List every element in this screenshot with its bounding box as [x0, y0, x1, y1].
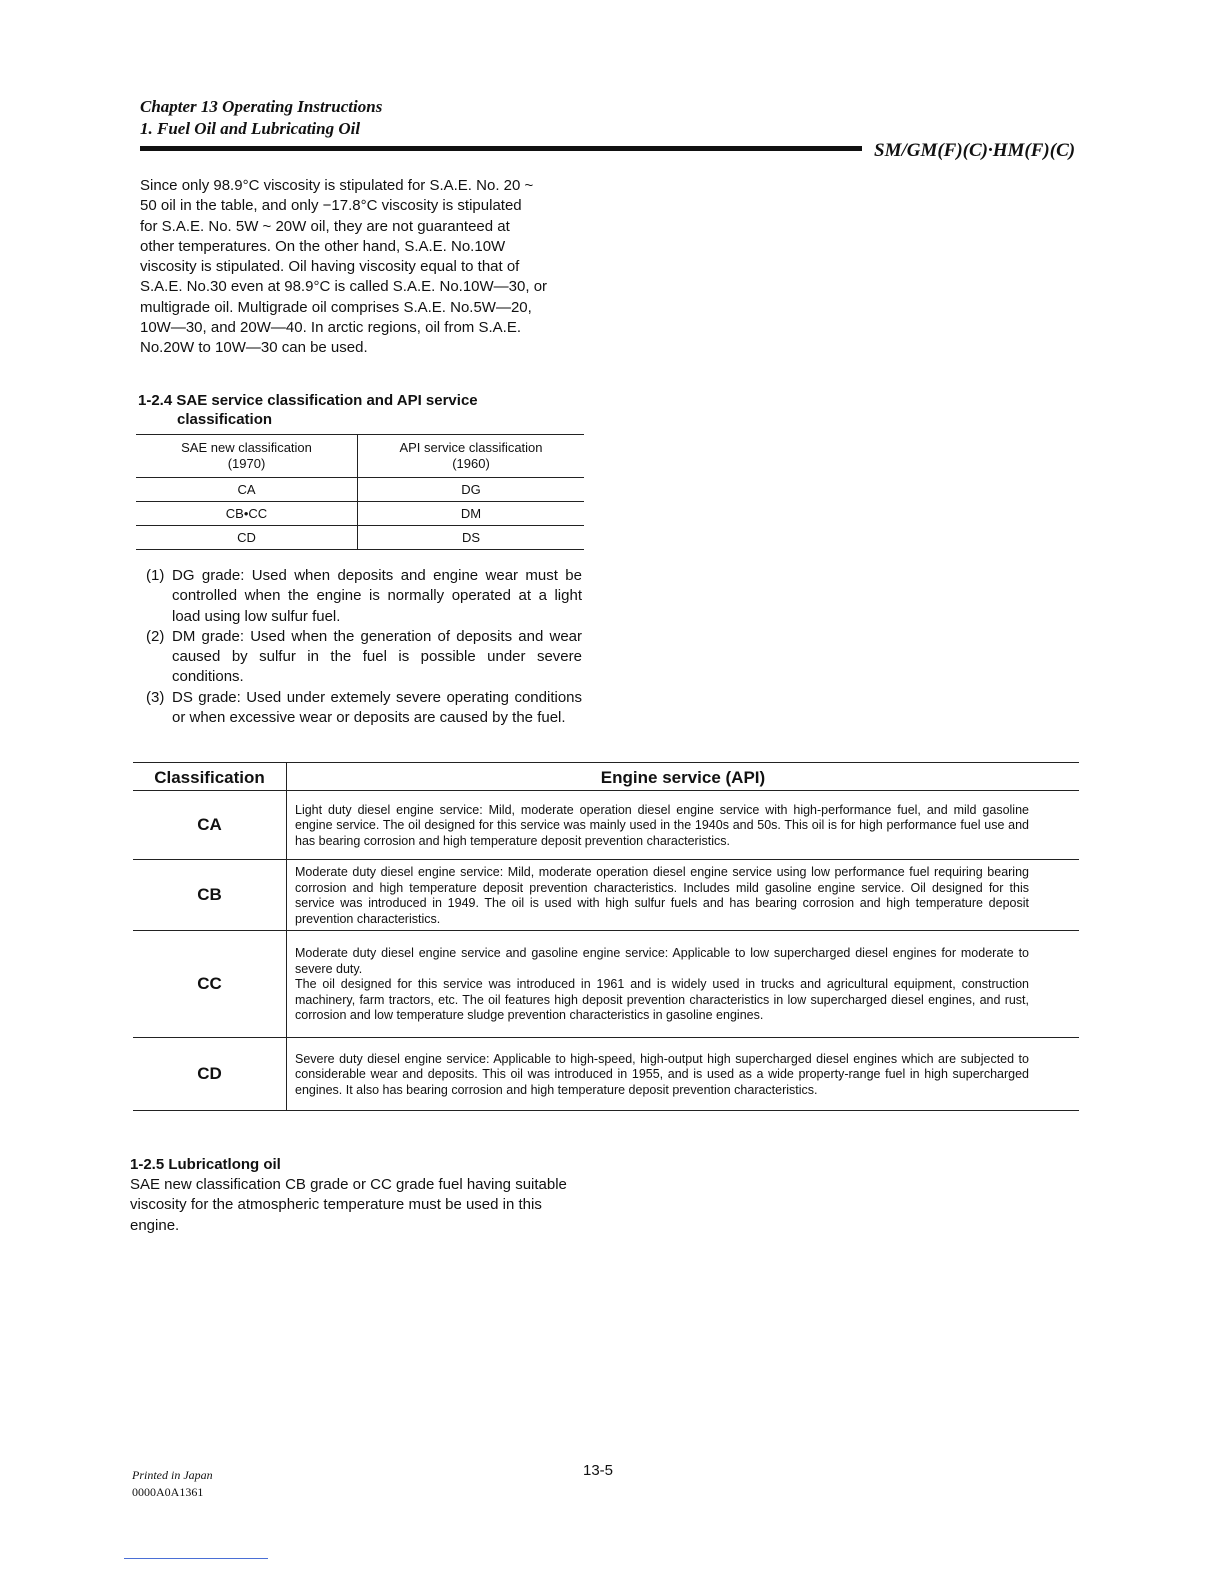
grade-list — [136, 566, 582, 728]
service-description — [287, 931, 1080, 1038]
api-cell: DM — [358, 502, 585, 526]
sae-cell: CD — [136, 526, 358, 550]
service-table-header — [133, 763, 1079, 791]
service-description — [287, 791, 1080, 860]
sae-api-table — [136, 434, 584, 550]
page-number: 13-5 — [583, 1462, 614, 1479]
table-row — [133, 931, 1079, 1038]
intro-line: 10W—30, and 20W—40. In arctic regions, oil from S.A.E. — [140, 319, 521, 337]
chapter-title: Chapter 13 Operating Instructions — [140, 97, 383, 116]
document-code: 0000A0A1361 — [132, 1485, 204, 1499]
classification-cell: CC — [133, 931, 287, 1038]
list-item-number: (3) — [146, 688, 165, 706]
intro-line: No.20W to 10W—30 can be used. — [140, 339, 368, 357]
api-header-year: (1960) — [452, 456, 490, 471]
list-item-number: (2) — [146, 627, 165, 645]
service-description — [287, 860, 1080, 931]
list-item-number: (1) — [146, 567, 165, 584]
intro-line: for S.A.E. No. 5W ~ 20W oil, they are not guaranteed at — [140, 217, 510, 235]
sae-cell: CB•CC — [136, 502, 358, 526]
sae-cell: CA — [136, 478, 358, 502]
section-heading-124: 1-2.4 SAE service classification and API service — [138, 392, 478, 409]
table-header-row — [136, 435, 584, 478]
section-heading-125: 1-2.5 Lubricatlong oil — [130, 1156, 281, 1173]
intro-line: 50 oil in the table, and only −17.8°C viscosity is stipulated — [140, 197, 522, 215]
classification-cell: CD — [133, 1038, 287, 1111]
service-description-text: Moderate duty diesel engine service: Mild, moderate operation diesel engine service using low performance fuel requiring bearing corrosion and high temperature deposit prevention characteristics. Includes mild gasoline engine service. Oil designed for this service was introduced in 1949. The oil is used with high sulfur fuels and has bearing corrosion and high temperature deposit prevention characteristics. — [295, 865, 1029, 926]
lubricating-oil-paragraph: SAE new classification CB grade or CC grade fuel having suitable viscosity for the atmospheric temperature must be used in this engine. — [130, 1176, 567, 1234]
engine-service-table — [133, 762, 1079, 1111]
sae-header-label: SAE new classification — [181, 440, 312, 455]
table-row — [133, 1038, 1079, 1111]
classification-cell: CA — [133, 791, 287, 860]
service-description-text: Light duty diesel engine service: Mild, moderate operation diesel engine service with high-performance fuel, and mild gasoline engine service. The oil designed for this service was mainly used in the 1940s and 50s. This oil is for high performance fuel use and has bearing corrosion and high temperature deposit prevention characteristics. — [295, 802, 1029, 848]
engine-service-header: Engine service (API) — [287, 763, 1080, 791]
service-description-text: The oil designed for this service was introduced in 1961 and is widely used in trucks and agricultural equipment, construction machinery, farm tractors, etc. The oil features high deposit prevention characteristics in low supercharged diesel engines, and rust, corrosion and low temperature sludge prevention characteristics in gasoline engines. — [295, 977, 1029, 1023]
list-item-text: DG grade: Used when deposits and engine wear must be controlled when the engine is normally operated at a light load using low sulfur fuel. — [172, 567, 582, 625]
classification-header: Classification — [133, 763, 287, 791]
api-cell: DS — [358, 526, 585, 550]
classification-cell: CB — [133, 860, 287, 931]
table-row — [136, 526, 584, 550]
sae-header-cell — [136, 435, 358, 478]
footer-link-underline — [124, 1558, 268, 1559]
list-item — [136, 627, 582, 688]
table-row — [136, 502, 584, 526]
sae-header-year: (1970) — [227, 456, 266, 471]
api-header-label: API service classification — [399, 440, 543, 455]
list-item-text: DM grade: Used when the generation of deposits and wear caused by sulfur in the fuel is possible under severe conditions. — [172, 627, 582, 686]
list-item — [136, 566, 582, 627]
list-item-text: DS grade: Used under extemely severe operating conditions or when excessive wear or deposits are caused by the fuel. — [172, 688, 582, 727]
service-description-text: Severe duty diesel engine service: Applicable to high-speed, high-output high supercharged diesel engines which are subjected to considerable wear and deposits. This oil was introduced in 1955, and is used as a wide property-range fuel in high supercharged engines. It also has bearing corrosion and high temperature deposit prevention characteristics. — [295, 1051, 1029, 1097]
intro-paragraph — [140, 176, 587, 359]
intro-line: viscosity is stipulated. Oil having viscosity equal to that of — [140, 258, 520, 276]
intro-line: multigrade oil. Multigrade oil comprises S.A.E. No.5W—20, — [140, 298, 532, 316]
intro-line: other temperatures. On the other hand, S.A.E. No.10W — [140, 237, 506, 255]
list-item — [136, 688, 582, 729]
service-description — [287, 1038, 1080, 1111]
model-designation: SM/GM(F)(C)·HM(F)(C) — [874, 140, 1076, 161]
printed-in-label: Printed in Japan — [132, 1468, 213, 1482]
table-row — [133, 860, 1079, 931]
section-heading-124-cont: classification — [177, 411, 273, 428]
table-row — [133, 791, 1079, 860]
intro-line: Since only 98.9°C viscosity is stipulated for S.A.E. No. 20 ~ — [140, 177, 534, 194]
api-cell: DG — [358, 478, 585, 502]
table-row — [136, 478, 584, 502]
service-description-text: Moderate duty diesel engine service and gasoline engine service: Applicable to low supercharged diesel engines for moderate to severe duty. — [295, 946, 1029, 976]
intro-line: S.A.E. No.30 even at 98.9°C is called S.A.E. No.10W—30, or — [140, 278, 548, 296]
api-header-cell — [358, 435, 585, 478]
header-rule — [140, 146, 862, 151]
section-title: 1. Fuel Oil and Lubricating Oil — [140, 119, 361, 138]
